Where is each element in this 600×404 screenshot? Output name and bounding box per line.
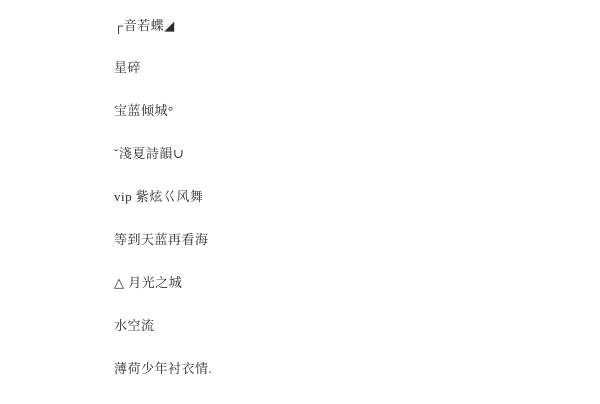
text-line: 薄荷少年衬衣情. [114,361,213,376]
text-line: △ 月光之城 [114,275,183,290]
text-line: 水空流 [114,318,155,333]
text-line: ┌音若蝶◢ [114,18,175,33]
text-line: vip 紫炫巜风舞 [114,189,204,204]
text-line: 宝蓝倾城° [114,103,174,118]
document-text-body [114,18,570,404]
text-line: 星碎 [114,60,142,75]
text-line: ˘淺夏詩韻∪ [114,146,185,161]
text-line: 等到天蓝再看海 [114,232,209,247]
